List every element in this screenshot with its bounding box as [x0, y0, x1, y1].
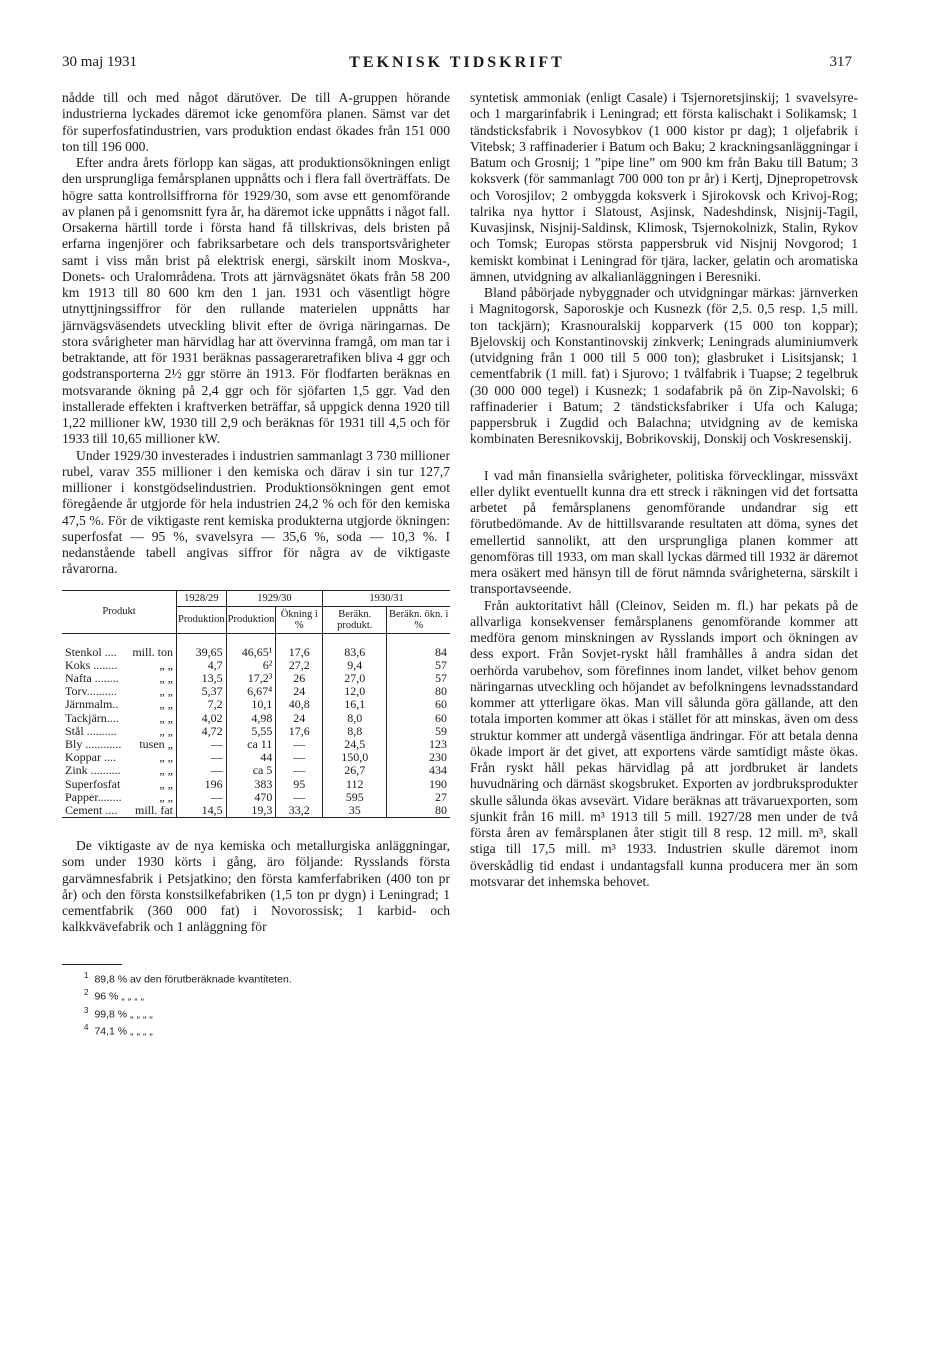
- product-name: Koks ........: [65, 657, 118, 672]
- table-row: [62, 778, 450, 791]
- increase-percent: 95: [276, 778, 323, 791]
- table-row: [62, 764, 450, 777]
- estimated-production: 595: [323, 791, 387, 804]
- spacer: [470, 448, 858, 468]
- estimated-increase: 59: [435, 723, 447, 738]
- col-header-estimated-increase: Beräkn. ökn. i %: [388, 608, 449, 631]
- increase-percent: —: [276, 791, 323, 804]
- estimated-increase: 60: [435, 697, 447, 712]
- footnote-rule: [62, 964, 122, 965]
- footnote: $^4$ 74,1 % „ „ „ „: [84, 1023, 153, 1038]
- col-header-product: Produkt: [62, 590, 177, 633]
- production-1928: —: [177, 738, 227, 751]
- product-name: Zink ..........: [65, 763, 121, 778]
- estimated-increase: 80: [435, 684, 447, 699]
- estimated-production: 8,0: [323, 712, 387, 725]
- estimated-increase: 27: [435, 789, 447, 804]
- product-unit: „ „: [159, 763, 173, 778]
- estimated-increase: 84: [435, 644, 447, 659]
- increase-percent: —: [276, 738, 323, 751]
- increase-percent: —: [276, 764, 323, 777]
- estimated-increase: 60: [435, 710, 447, 725]
- product-name: Stål ..........: [65, 723, 117, 738]
- production-1929: 44: [226, 751, 276, 764]
- production-1929: 383: [226, 778, 276, 791]
- product-unit: „ „: [159, 670, 173, 685]
- estimated-increase: 123: [429, 736, 447, 751]
- product-name: Papper........: [65, 789, 122, 804]
- product-name: Tackjärn....: [65, 710, 119, 725]
- col-header-production-1929: Produktion: [226, 606, 276, 633]
- production-table: [62, 590, 450, 819]
- production-1928: 39,65: [177, 633, 227, 659]
- increase-percent: 26: [276, 672, 323, 685]
- col-header-estimated-production: Beräkn. produkt.: [323, 606, 387, 633]
- increase-percent: —: [276, 751, 323, 764]
- production-1928: 4,02: [177, 712, 227, 725]
- estimated-increase: 190: [429, 776, 447, 791]
- col-header-year-1930: 1930/31: [323, 590, 450, 606]
- estimated-production: 112: [323, 778, 387, 791]
- production-1928: —: [177, 751, 227, 764]
- product-unit: mill. fat: [135, 802, 173, 817]
- footnotes: [62, 964, 450, 1039]
- estimated-production: 83,6: [323, 633, 387, 659]
- footnote: $^2$ 96 % „ „ „ „: [84, 988, 145, 1003]
- product-name: Bly ............: [65, 736, 122, 751]
- col-header-year-1929: 1929/30: [226, 590, 323, 606]
- product-unit: „ „: [159, 776, 173, 791]
- estimated-production: 26,7: [323, 764, 387, 777]
- production-1929: 470: [226, 791, 276, 804]
- product-name: Järnmalm..: [65, 697, 119, 712]
- production-1928: 4,72: [177, 725, 227, 738]
- production-1928: —: [177, 764, 227, 777]
- product-name: Torv..........: [65, 684, 117, 699]
- product-unit: „ „: [159, 657, 173, 672]
- col-header-year-1928: 1928/29: [177, 590, 227, 606]
- paragraph: Efter andra årets förlopp kan sägas, att produktionsökningen enligt den ursprungliga femårsplanen uppnåtts och i flera fall överträffats. De högre satta kontrollsiffrorna för 1929/30, som avse ett genomförande av planen på i genomsnitt fyra år, ha däremot icke uppnåtts i något fall. Orsakerna härtill torde i första hand få tillskrivas, dels bristen på erfarna ingenjörer och fabriksarbetare och dels transportsvårigheter samt i viss mån brist på elektrisk energi, särskilt inom Moskva-, Donets- och Uralområdena. Trots att järnvägsnätet ökats från 58 200 km 1913 till 80 600 km den 1 jan. 1931 och väsentligt högre utnyttjningssiffror för den rullande materielen uppnåtts har järnvägsväsendets utveckling blivit efter de övriga näringarnas. De stora svårigheter man härvidlag har att övervinna framgå, om man tar i betraktande, att för 1931 beräknas passageraretrafiken bliva 4 ggr och godstransporterna 2½ ggr större än 1913. För flodfarten beräknas en motsvarande ökning på 2,4 ggr och för sjöfarten 1,5 ggr. Vad den installerade effekten i kraftverken beträffar, så uppgick denna 1920 till 1,22 millioner kW, 1930 till 2,9 och beräknas för 1931 till 4,5 och för 1933 till 10,65 millioner kW.: [62, 155, 450, 447]
- table-row: [62, 712, 450, 725]
- product-unit: „ „: [159, 723, 173, 738]
- paragraph: Bland påbörjade nybyggnader och utvidgningar märkas: järnverken i Magnitogorsk, Saporoskje och Kusnezk (för 2,5. 0,5 resp. 1,5 mill. ton tackjärn); Krasnouralskij kopparverk (15 000 ton koppar); Bjelovskij och Konstantinovskij zinkverk; Leningrads aluminiumverk (utvidgning från 1 000 till 5 000 ton); glasbruket i Lisitsjansk; 1 cementfabrik (1 mill. fat) i Sjurovo; 1 tvålfabrik i Tuapse; 2 tegelbruk (30 000 000 tegel) i Kusnezk; 1 sodafabrik på ön Zip-Navolski; 6 raffinaderier i Batum; 2 tändsticksfabriker i Ufa och Kaluga; pappersbruk i Zugdid och Balachna; utvidgning av de kemiska kombinaten Beresnikovskij, Bobrikovskij, Donskij och Voskresenskij.: [470, 285, 858, 447]
- product-name: Superfosfat: [65, 776, 121, 791]
- estimated-production: 24,5: [323, 738, 387, 751]
- spacer: [62, 818, 450, 838]
- product-name: Nafta ........: [65, 670, 119, 685]
- paragraph: Från auktoritativt håll (Cleinov, Seiden m. fl.) har pekats på de allvarliga konsekvenser femårsplanens genomförande kommer att medföra genom minskningen av Rysslands import och ökningen av dess export. Från Sovjet-ryskt håll framhålles å andra sidan det oerhörda varubehov, som förefinnes inom landet, vilket behov genom näringarnas utveckling och höjandet av befolkningens levnadsstandard kommer att ytterligare ökas. Man vill sålunda göra gällande, att den totala importen kommer att ökas i stället för att minskas, även om dess struktur kommer att undergå väsentliga ändringar. För att betala denna ökade import är det givet, att exportens värde samtidigt måste ökas. Från ryskt håll pekas härvidlag på att jordbruket är landets huvudnäring och därnäst skogsbruket. Exporten av jordbruksprodukter skulle sålunda ökas avsevärt. Vidare beräknas att trävaruexporten, som sjunkit från 16 mill. m³ 1913 till 5 mill. 1927/28 men under de två första åren av femårsplanen åter stigit till 8 resp. 12 mill. m³, skall stiga till 17,5 mill. m³ 1933. Industrien skulle däremot inom överskådlig tid endast i undantagsfall kunna producera mer än som motsvarar det inhemska behovet.: [470, 597, 858, 889]
- product-unit: „ „: [159, 697, 173, 712]
- estimated-production: 27,0: [323, 672, 387, 685]
- footnote: $^1$ 89,8 % av den förutberäknade kvantiteten.: [84, 970, 292, 986]
- estimated-production: 16,1: [323, 698, 387, 711]
- estimated-production: 35: [323, 804, 387, 818]
- footnote: $^3$ 99,8 % „ „ „ „: [84, 1005, 153, 1021]
- production-1929: 17,2³: [226, 672, 276, 685]
- product-name: Cement ....: [65, 802, 118, 817]
- production-1928: 7,2: [177, 698, 227, 711]
- production-1929: 4,98: [226, 712, 276, 725]
- paragraph: syntetisk ammoniak (enligt Casale) i Tsjernoretsjinskij; 1 svavelsyre- och 1 margarinfabrik i Leningrad; ett första kalischakt i Solikamsk; 1 tändsticksfabrik i Novosybkov (1 000 kistor pr dag); 1 oljefabrik i Vitebsk; 3 raffinaderier i Batum och Baku; 2 krackningsanläggningar i Batum och Grosnij; 1 ”pipe line” om 900 km från Baku till Batum; 3 koksverk (för sammanlagt 700 000 ton pr år) i Kertj, Djnepropetrovsk och Vorosjilov; 2 ombyggda koksverk i Sjirokovsk och Krivoj-Rog; talrika nya hyttor i Slatoust, Asjinsk, Nadeshdinsk, Nisjnij-Tagil, Kuvasjinsk, Nisjnij-Saldinsk, Klimosk, Tsjernokolnizk, Stalin, Rykov och Tomsk; Europas största pappersbruk vid Nisjnij Novgorod; 1 kemiskt kombinat i Leningrad för tjära, lacker, gelatin och aromatiska ämnen, utvidgning av alkalianläggningen i Beresniki.: [470, 90, 858, 284]
- table-row: [62, 633, 450, 659]
- estimated-production: 8,8: [323, 725, 387, 738]
- table-row: [62, 791, 450, 804]
- table-row: [62, 804, 450, 818]
- production-1928: 5,37: [177, 685, 227, 698]
- estimated-increase: 434: [429, 763, 447, 778]
- production-1928: 13,5: [177, 672, 227, 685]
- estimated-increase: 80: [435, 802, 447, 817]
- increase-percent: 24: [276, 712, 323, 725]
- product-name: Stenkol ....: [65, 644, 117, 659]
- production-1929: 10,1: [226, 698, 276, 711]
- issue-date: 30 maj 1931: [62, 54, 137, 70]
- estimated-increase: 57: [435, 670, 447, 685]
- journal-title: TEKNISK TIDSKRIFT: [349, 54, 565, 71]
- product-unit: „ „: [159, 684, 173, 699]
- increase-percent: 40,8: [276, 698, 323, 711]
- estimated-production: 12,0: [323, 685, 387, 698]
- production-1928: 4,7: [177, 659, 227, 672]
- table-row: [62, 725, 450, 738]
- product-unit: tusen „: [139, 736, 173, 751]
- production-1928: 14,5: [177, 804, 227, 818]
- production-1928: —: [177, 791, 227, 804]
- estimated-production: 9,4: [323, 659, 387, 672]
- paragraph: I vad mån finansiella svårigheter, politiska förvecklingar, missväxt eller dylikt eventuellt kunna dra ett streck i räkningen vid det fortsatta arbetet på femårsplanens genomförande undandrar sig ett förutbedömande. Av de hittillsvarande resultaten att döma, synes det emellertid sannolikt, att den ursprungliga planen kommer att genomföras till 1933, om man skall lyckas därmed till 1932 är däremot mera osäkert med hänsyn till de förut nämnda svårigheterna, särskilt i transportavseende.: [470, 467, 858, 597]
- page-header: [62, 54, 852, 80]
- production-1929: 6²: [226, 659, 276, 672]
- right-column: [470, 90, 858, 890]
- table-row: [62, 738, 450, 751]
- paragraph: Under 1929/30 investerades i industrien sammanlagt 3 730 millioner rubel, varav 355 millioner i den kemiska och därav i sin tur 127,7 millioner i konstgödselindustrien. Produktionsökningen gent emot föregående år utgjorde för hela industrien 24,2 % och för den kemiska 47,5 %. För de viktigaste rent kemiska produkterna utgjorde ökningen: superfosfat — 95 %, svavelsyra — 35,6 %, soda — 10,3 %. I nedanstående tabell angivas siffror för några av de viktigaste råvarorna.: [62, 447, 450, 577]
- increase-percent: 17,6: [276, 633, 323, 659]
- col-header-increase: Ökning i %: [276, 606, 323, 633]
- paragraph: De viktigaste av de nya kemiska och metallurgiska anläggningar, som under 1930 körts i gång, äro följande: Rysslands första garvämnesfabrik i Petsjatkino; den första kamferfabriken (400 ton pr år) och den första konstsilkefabriken (1,5 ton pr dygn) i Leningrad; 1 cementfabrik (360 000 fat) i Novorossisk; 1 karbid- och kalkkvävefabrik och 1 anläggning för: [62, 838, 450, 935]
- production-1928: 196: [177, 778, 227, 791]
- product-name: Koppar ....: [65, 750, 116, 765]
- table-row: [62, 698, 450, 711]
- production-1929: 46,65¹: [226, 633, 276, 659]
- estimated-increase: 57: [435, 657, 447, 672]
- table-row: [62, 659, 450, 672]
- increase-percent: 33,2: [276, 804, 323, 818]
- production-1929: ca 11: [226, 738, 276, 751]
- paragraph: nådde till och med något därutöver. De till A-gruppen hörande industrierna lyckades däremot icke genomföra planen. Sämst var det för superfosfatindustrien, vars produktion endast ökades från 151 000 ton till 196 000.: [62, 90, 450, 154]
- increase-percent: 27,2: [276, 659, 323, 672]
- estimated-production: 150,0: [323, 751, 387, 764]
- increase-percent: 24: [276, 685, 323, 698]
- estimated-increase: 230: [429, 750, 447, 765]
- increase-percent: 17,6: [276, 725, 323, 738]
- production-1929: 19,3: [226, 804, 276, 818]
- product-unit: mill. ton: [132, 644, 173, 659]
- page-number: 317: [829, 54, 852, 70]
- col-header-production-1928: Produktion: [177, 606, 227, 633]
- production-1929: 5,55: [226, 725, 276, 738]
- production-1929: 6,67⁴: [226, 685, 276, 698]
- product-unit: „ „: [159, 750, 173, 765]
- left-column: [62, 90, 450, 1039]
- production-1929: ca 5: [226, 764, 276, 777]
- product-unit: „ „: [159, 710, 173, 725]
- product-unit: „ „: [159, 789, 173, 804]
